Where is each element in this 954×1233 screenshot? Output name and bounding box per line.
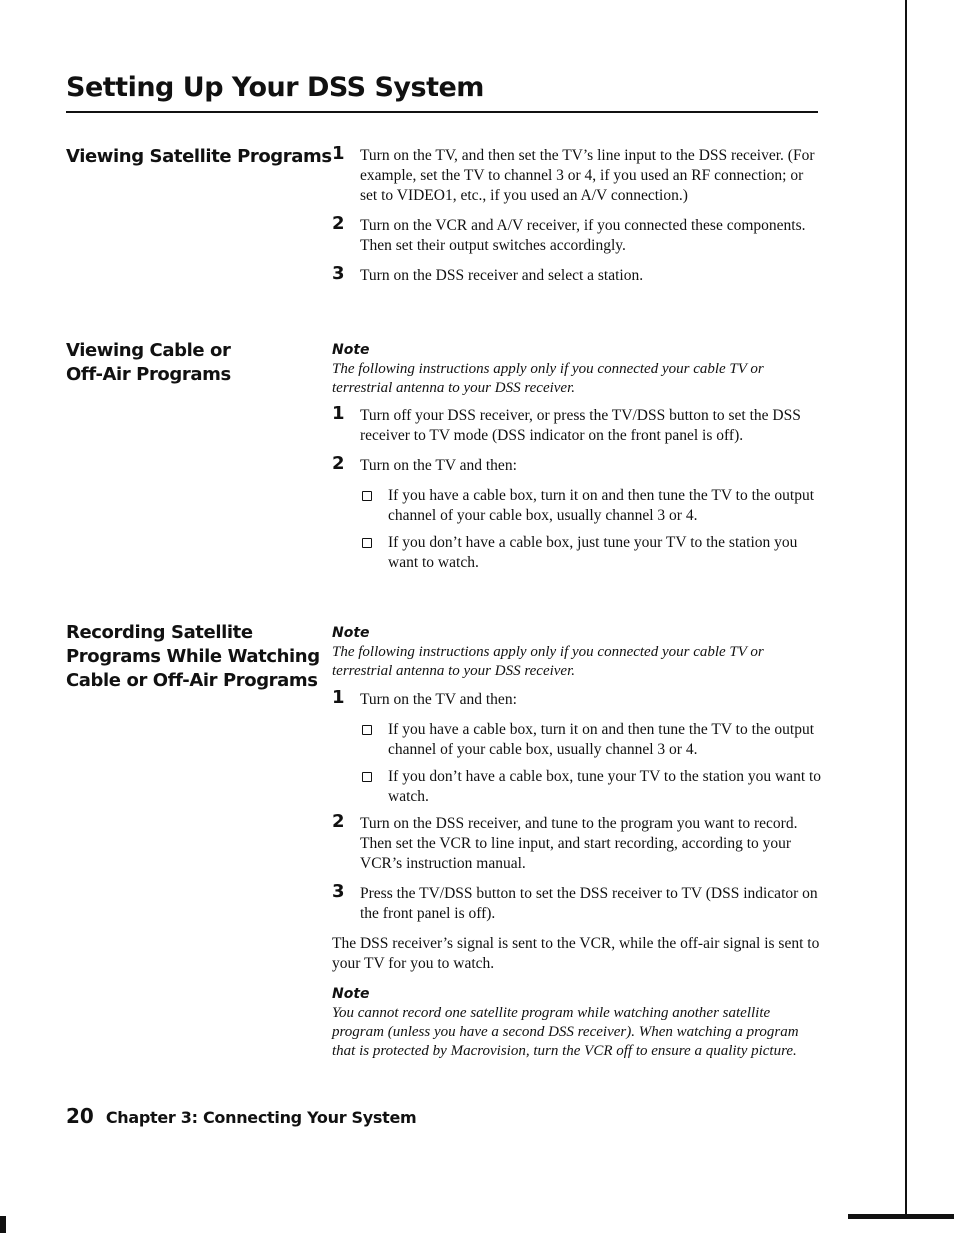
step-text: Turn on the TV and then:	[360, 691, 517, 708]
bullet-text: If you have a cable box, turn it on and then tune the TV to the output channel of your cable box, usually channel 3 or 4.	[388, 721, 815, 758]
step-text: Turn off your DSS receiver, or press the TV/DSS button to set the DSS receiver to TV mode (DSS indicator on the front panel is off).	[360, 407, 801, 444]
note-text: You cannot record one satellite program while watching another satellite program (unless you have a second DSS receiver). When watching a program that is protected by Macrovision, turn the VCR off to ensure a quality picture.	[332, 1005, 799, 1059]
checkbox-bullet-icon	[362, 491, 372, 501]
note-label: Note	[332, 625, 370, 641]
step-number: 2	[332, 453, 345, 474]
section-heading-recording-satellite: Recording Satellite Programs While Watching Cable or Off-Air Programs	[66, 622, 320, 691]
step-number: 1	[332, 403, 345, 424]
step-text: Press the TV/DSS button to set the DSS receiver to TV (DSS indicator on the front panel is off).	[360, 885, 818, 922]
step-number: 1	[332, 143, 345, 164]
page-footer	[66, 1104, 416, 1128]
binding-edge-line	[905, 0, 907, 1218]
page-number: 20	[66, 1104, 94, 1128]
note-label: Note	[332, 986, 370, 1002]
step-text: Turn on the TV, and then set the TV’s line input to the DSS receiver. (For example, set the TV to channel 3 or 4, if you used an RF connection; or set to VIDEO1, etc., if you used an A/V connection.)	[360, 147, 815, 204]
step-number: 2	[332, 811, 345, 832]
note-label: Note	[332, 342, 370, 358]
step-text: Turn on the DSS receiver, and tune to the program you want to record. Then set the VCR to line input, and start recording, according to your VCR’s instruction manual.	[360, 815, 798, 872]
step-text: Turn on the TV and then:	[360, 457, 517, 474]
step-number: 1	[332, 687, 345, 708]
page-title: Setting Up Your DSS System	[66, 72, 484, 103]
step-text: Turn on the VCR and A/V receiver, if you connected these components. Then set their output switches accordingly.	[360, 217, 806, 254]
binding-edge-foot	[848, 1214, 954, 1219]
step-number: 3	[332, 263, 345, 284]
step-text: Turn on the DSS receiver and select a station.	[360, 267, 644, 284]
step-number: 3	[332, 881, 345, 902]
section-heading-viewing-cable: Viewing Cable or Off-Air Programs	[66, 340, 231, 385]
bullet-text: If you don’t have a cable box, tune your TV to the station you want to watch.	[388, 768, 822, 805]
bullet-text: If you don’t have a cable box, just tune your TV to the station you want to watch.	[388, 534, 798, 571]
body-paragraph: The DSS receiver’s signal is sent to the VCR, while the off-air signal is sent to your TV for you to watch.	[332, 935, 820, 972]
chapter-title: Chapter 3: Connecting Your System	[105, 1108, 417, 1127]
checkbox-bullet-icon	[362, 725, 372, 735]
section-heading-viewing-satellite: Viewing Satellite Programs	[66, 146, 332, 167]
scan-edge-mark	[0, 1216, 6, 1233]
step-number: 2	[332, 213, 345, 234]
checkbox-bullet-icon	[362, 772, 372, 782]
bullet-text: If you have a cable box, turn it on and then tune the TV to the output channel of your cable box, usually channel 3 or 4.	[388, 487, 815, 524]
title-rule	[66, 111, 818, 113]
checkbox-bullet-icon	[362, 538, 372, 548]
note-text: The following instructions apply only if you connected your cable TV or terrestrial antenna to your DSS receiver.	[332, 644, 764, 679]
note-text: The following instructions apply only if you connected your cable TV or terrestrial antenna to your DSS receiver.	[332, 361, 764, 396]
